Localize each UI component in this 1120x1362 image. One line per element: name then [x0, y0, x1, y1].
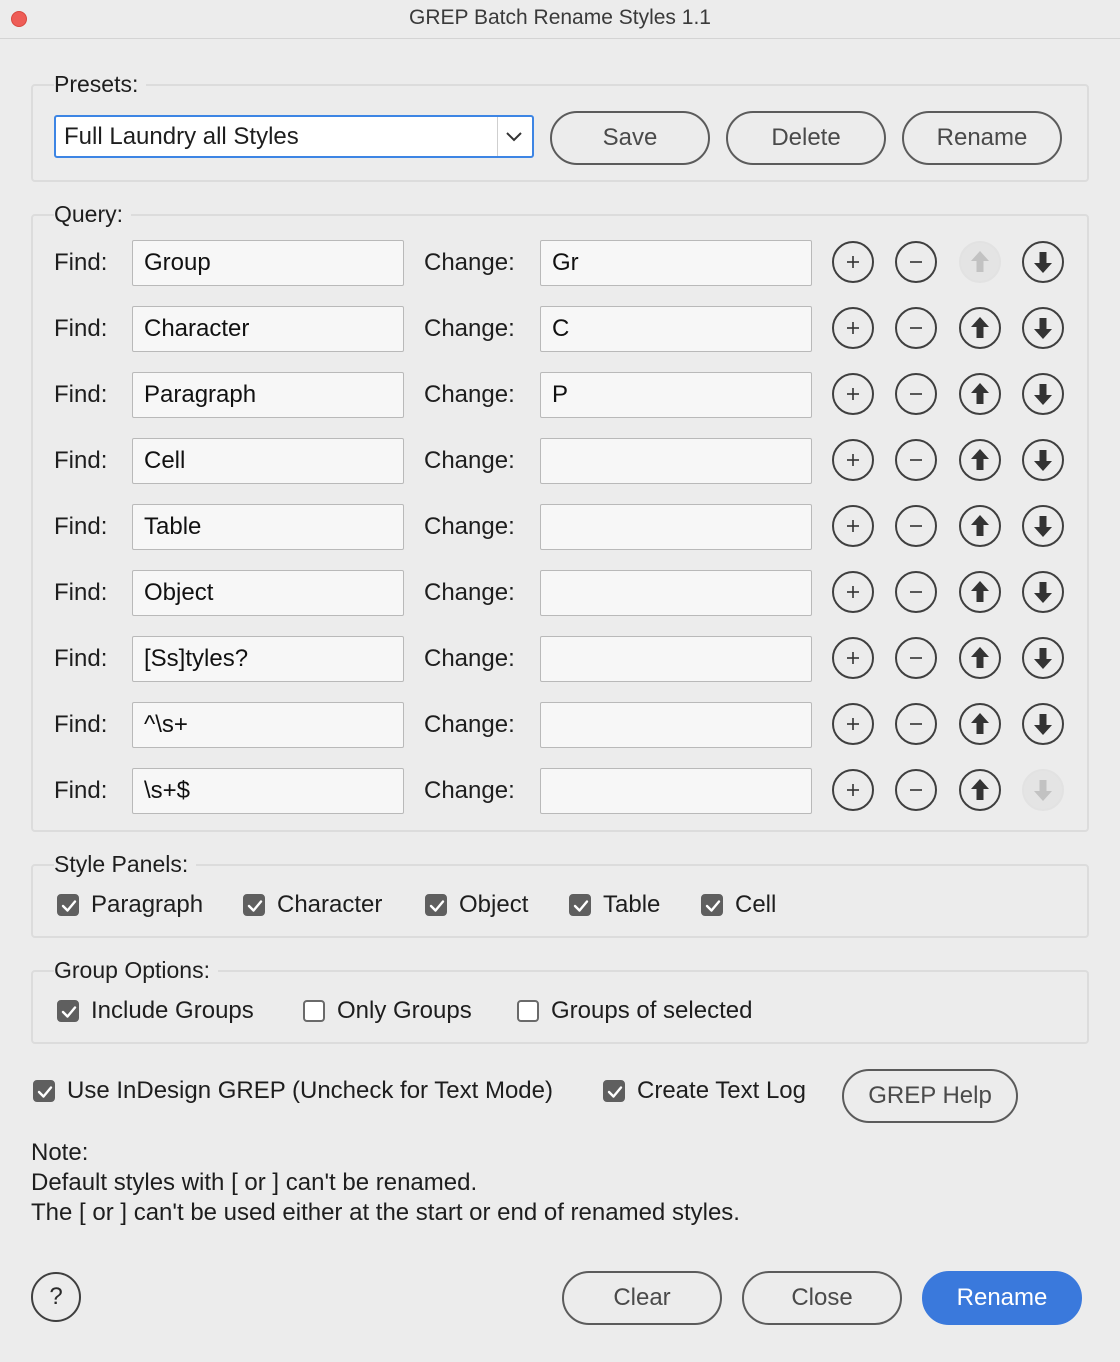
query-legend: Query: [54, 200, 131, 228]
minus-icon [897, 375, 935, 413]
plus-icon [834, 639, 872, 677]
plus-icon [834, 573, 872, 611]
minus-icon [897, 309, 935, 347]
change-label: Change: [424, 777, 515, 804]
arrow-up-icon [961, 441, 999, 479]
minus-icon [897, 771, 935, 809]
groups-of-selected-checkbox[interactable] [517, 1000, 539, 1022]
move-down-button[interactable] [1022, 439, 1064, 481]
rename-button[interactable]: Rename [922, 1271, 1082, 1325]
style-panel-object-checkbox[interactable] [425, 894, 447, 916]
add-row-button[interactable] [832, 439, 874, 481]
use-grep-checkbox[interactable] [33, 1080, 55, 1102]
arrow-up-icon [961, 705, 999, 743]
use-grep-label: Use InDesign GREP (Uncheck for Text Mode) [67, 1077, 553, 1104]
remove-row-button[interactable] [895, 307, 937, 349]
arrow-up-icon [961, 573, 999, 611]
find-input[interactable]: Character [132, 306, 404, 352]
change-input[interactable] [540, 504, 812, 550]
arrow-up-icon [961, 243, 999, 281]
style-panel-cell-checkbox[interactable] [701, 894, 723, 916]
delete-preset-button[interactable]: Delete [726, 111, 886, 165]
change-label: Change: [424, 315, 515, 342]
window-title: GREP Batch Rename Styles 1.1 [409, 6, 711, 29]
change-label: Change: [424, 711, 515, 738]
minus-icon [897, 441, 935, 479]
plus-icon [834, 705, 872, 743]
checkmark-icon [60, 1003, 78, 1021]
checkmark-icon [428, 897, 446, 915]
style-panel-paragraph-label: Paragraph [91, 891, 204, 918]
style-panel-paragraph-checkbox[interactable] [57, 894, 79, 916]
find-input[interactable]: Group [132, 240, 404, 286]
style-panel-character-label: Character [277, 891, 383, 918]
close-button[interactable]: Close [742, 1271, 902, 1325]
style-panels-legend: Style Panels: [54, 850, 196, 878]
note-line-2: The [ or ] can't be used either at the start or end of renamed styles. [31, 1199, 740, 1226]
arrow-down-icon [1024, 309, 1062, 347]
find-label: Find: [54, 579, 108, 606]
preset-dropdown-value: Full Laundry all Styles [64, 123, 299, 150]
find-label: Find: [54, 315, 108, 342]
arrow-up-icon [961, 507, 999, 545]
style-panel-table-checkbox[interactable] [569, 894, 591, 916]
move-up-button[interactable] [959, 307, 1001, 349]
remove-row-button[interactable] [895, 769, 937, 811]
remove-row-button[interactable] [895, 439, 937, 481]
grep-help-button[interactable]: GREP Help [842, 1069, 1018, 1123]
add-row-button[interactable] [832, 637, 874, 679]
move-down-button[interactable] [1022, 703, 1064, 745]
move-up-button[interactable] [959, 373, 1001, 415]
arrow-down-icon [1024, 441, 1062, 479]
checkmark-icon [246, 897, 264, 915]
help-button[interactable]: ? [31, 1272, 81, 1322]
checkmark-icon [572, 897, 590, 915]
move-down-button[interactable] [1022, 571, 1064, 613]
checkmark-icon [704, 897, 722, 915]
plus-icon [834, 375, 872, 413]
arrow-up-icon [961, 639, 999, 677]
remove-row-button[interactable] [895, 637, 937, 679]
minus-icon [897, 705, 935, 743]
include-groups-label: Include Groups [91, 997, 254, 1024]
plus-icon [834, 243, 872, 281]
checkmark-icon [60, 897, 78, 915]
find-label: Find: [54, 249, 108, 276]
clear-button[interactable]: Clear [562, 1271, 722, 1325]
change-label: Change: [424, 249, 515, 276]
find-input[interactable]: Object [132, 570, 404, 616]
move-down-button[interactable] [1022, 637, 1064, 679]
move-down-button[interactable] [1022, 769, 1064, 811]
checkmark-icon [606, 1083, 624, 1101]
find-input[interactable]: \s+$ [132, 768, 404, 814]
move-down-button[interactable] [1022, 373, 1064, 415]
find-label: Find: [54, 381, 108, 408]
plus-icon [834, 507, 872, 545]
move-up-button[interactable] [959, 571, 1001, 613]
arrow-up-icon [961, 375, 999, 413]
style-panel-character-checkbox[interactable] [243, 894, 265, 916]
move-up-button[interactable] [959, 241, 1001, 283]
move-down-button[interactable] [1022, 307, 1064, 349]
only-groups-label: Only Groups [337, 997, 472, 1024]
change-input[interactable] [540, 636, 812, 682]
chevron-down-icon [504, 126, 524, 146]
arrow-down-icon [1024, 507, 1062, 545]
arrow-down-icon [1024, 243, 1062, 281]
minus-icon [897, 639, 935, 677]
add-row-button[interactable] [832, 703, 874, 745]
create-text-log-checkbox[interactable] [603, 1080, 625, 1102]
change-input[interactable] [540, 438, 812, 484]
checkmark-icon [36, 1083, 54, 1101]
find-input[interactable]: ^\s+ [132, 702, 404, 748]
include-groups-checkbox[interactable] [57, 1000, 79, 1022]
plus-icon [834, 441, 872, 479]
move-up-button[interactable] [959, 637, 1001, 679]
style-panel-cell-label: Cell [735, 891, 777, 918]
arrow-up-icon [961, 309, 999, 347]
change-input[interactable]: Gr [540, 240, 812, 286]
arrow-down-icon [1024, 771, 1062, 809]
move-up-button[interactable] [959, 769, 1001, 811]
title-bar [0, 0, 1120, 39]
change-input[interactable] [540, 570, 812, 616]
find-input[interactable]: [Ss]tyles? [132, 636, 404, 682]
move-down-button[interactable] [1022, 505, 1064, 547]
groups-of-selected-label: Groups of selected [551, 997, 753, 1024]
arrow-down-icon [1024, 375, 1062, 413]
dropdown-divider [497, 117, 498, 156]
change-label: Change: [424, 645, 515, 672]
create-text-log-label: Create Text Log [637, 1077, 806, 1104]
minus-icon [897, 243, 935, 281]
change-input[interactable]: P [540, 372, 812, 418]
add-row-button[interactable] [832, 307, 874, 349]
note-line-1: Default styles with [ or ] can't be renamed. [31, 1169, 478, 1196]
preset-dropdown[interactable] [54, 115, 534, 158]
plus-icon [834, 771, 872, 809]
add-row-button[interactable] [832, 241, 874, 283]
find-label: Find: [54, 513, 108, 540]
remove-row-button[interactable] [895, 703, 937, 745]
arrow-down-icon [1024, 573, 1062, 611]
change-input[interactable]: C [540, 306, 812, 352]
change-label: Change: [424, 447, 515, 474]
style-panel-table-label: Table [603, 891, 661, 918]
arrow-up-icon [961, 771, 999, 809]
find-input[interactable]: Paragraph [132, 372, 404, 418]
move-up-button[interactable] [959, 505, 1001, 547]
group-options-legend: Group Options: [54, 956, 218, 984]
change-label: Change: [424, 579, 515, 606]
note-title: Note: [31, 1139, 89, 1166]
add-row-button[interactable] [832, 505, 874, 547]
remove-row-button[interactable] [895, 505, 937, 547]
remove-row-button[interactable] [895, 241, 937, 283]
rename-preset-button[interactable]: Rename [902, 111, 1062, 165]
add-row-button[interactable] [832, 373, 874, 415]
presets-legend: Presets: [54, 70, 146, 98]
change-label: Change: [424, 381, 515, 408]
find-label: Find: [54, 447, 108, 474]
remove-row-button[interactable] [895, 373, 937, 415]
find-input[interactable]: Cell [132, 438, 404, 484]
move-down-button[interactable] [1022, 241, 1064, 283]
add-row-button[interactable] [832, 769, 874, 811]
find-label: Find: [54, 711, 108, 738]
arrow-down-icon [1024, 705, 1062, 743]
plus-icon [834, 309, 872, 347]
only-groups-checkbox[interactable] [303, 1000, 325, 1022]
save-preset-button[interactable]: Save [550, 111, 710, 165]
move-up-button[interactable] [959, 703, 1001, 745]
add-row-button[interactable] [832, 571, 874, 613]
remove-row-button[interactable] [895, 571, 937, 613]
change-label: Change: [424, 513, 515, 540]
find-label: Find: [54, 777, 108, 804]
minus-icon [897, 507, 935, 545]
find-input[interactable]: Table [132, 504, 404, 550]
change-input[interactable] [540, 768, 812, 814]
find-label: Find: [54, 645, 108, 672]
move-up-button[interactable] [959, 439, 1001, 481]
minus-icon [897, 573, 935, 611]
style-panel-object-label: Object [459, 891, 529, 918]
arrow-down-icon [1024, 639, 1062, 677]
change-input[interactable] [540, 702, 812, 748]
